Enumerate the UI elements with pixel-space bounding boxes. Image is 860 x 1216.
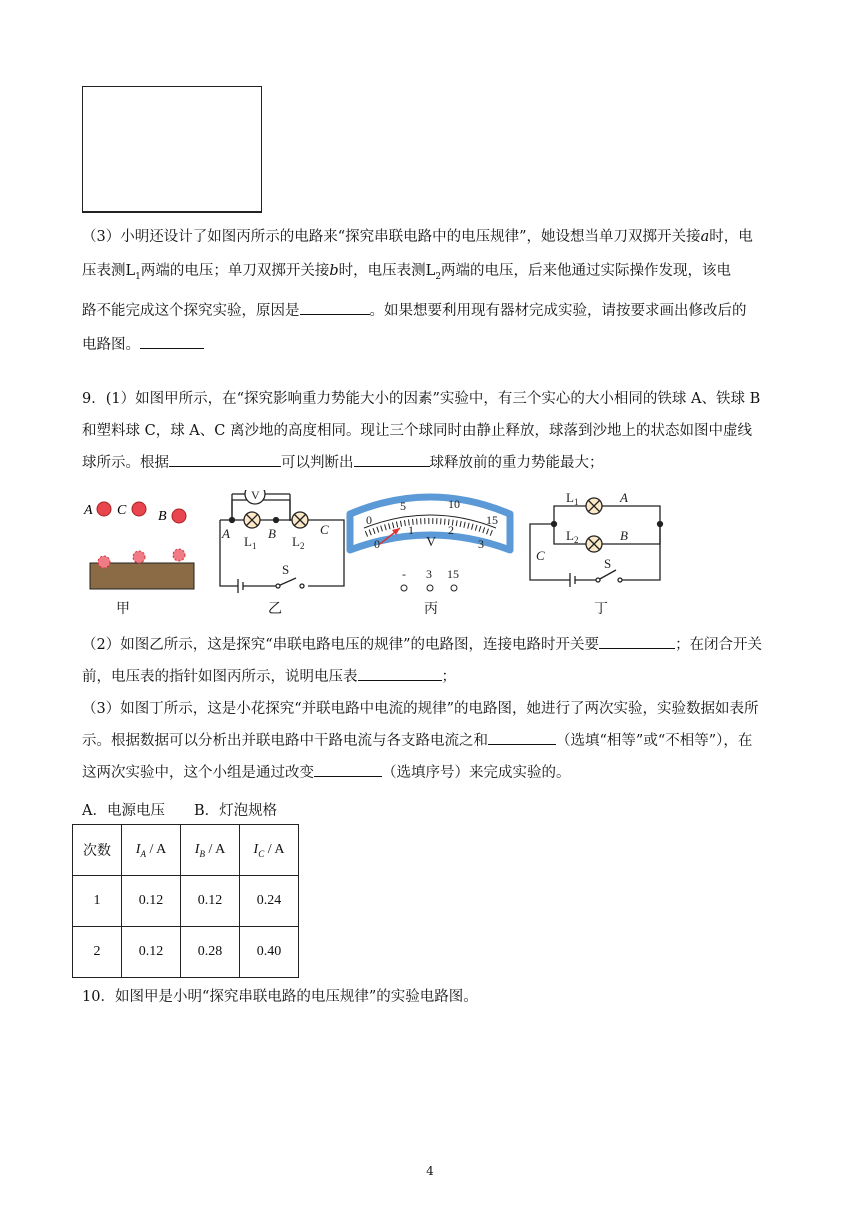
voltmeter-label: V bbox=[251, 490, 260, 502]
switch-contact bbox=[618, 578, 622, 582]
question-9-part-3 bbox=[82, 694, 782, 788]
figure-yi-labels bbox=[221, 490, 329, 577]
lamp-l2-label: L bbox=[566, 528, 574, 543]
data-table bbox=[72, 824, 299, 978]
answer-blank[interactable] bbox=[354, 452, 430, 467]
table-cell: 2 bbox=[73, 927, 122, 978]
text: 球所示。根据 bbox=[82, 455, 169, 471]
q3-line-1 bbox=[82, 222, 782, 252]
switch-blade bbox=[598, 570, 616, 580]
text: 两端的电压；单刀双掷开关接 bbox=[140, 263, 330, 279]
ball-label-a: A bbox=[84, 503, 93, 518]
lamp-l1-sub: 1 bbox=[574, 497, 579, 507]
switch-pivot bbox=[596, 578, 600, 582]
ball-a bbox=[97, 502, 111, 516]
scale-top-5: 5 bbox=[400, 499, 406, 513]
table-header-cell bbox=[73, 825, 122, 876]
voltmeter-wire bbox=[232, 500, 290, 521]
lamp-l1-sub: 1 bbox=[252, 541, 257, 551]
text: a bbox=[700, 229, 710, 245]
answer-blank[interactable] bbox=[358, 666, 442, 681]
node-label-b: B bbox=[268, 526, 276, 541]
text: （选填“相等”或“不相等”），在 bbox=[556, 733, 753, 749]
q3-line-2 bbox=[82, 256, 782, 292]
header-sub: C bbox=[258, 848, 265, 859]
scale-top-15: 15 bbox=[486, 513, 498, 527]
table-row bbox=[73, 876, 299, 927]
text: L bbox=[425, 263, 436, 279]
text: L bbox=[125, 263, 136, 279]
figure-label-jia: 甲 bbox=[116, 601, 130, 617]
table-header-cell bbox=[240, 825, 299, 876]
scale-bottom-1: 1 bbox=[408, 523, 414, 537]
ball-b-dashed bbox=[173, 549, 185, 561]
node-a bbox=[230, 518, 235, 523]
table-cell: 1 bbox=[73, 876, 122, 927]
figure-ding-labels bbox=[536, 490, 628, 571]
text: b bbox=[329, 263, 339, 279]
figure-label-bing: 丙 bbox=[424, 601, 438, 617]
node-label-a: A bbox=[620, 490, 628, 505]
header-symbol: I bbox=[135, 841, 141, 857]
text: 可以判断出 bbox=[281, 455, 354, 471]
table-header-cell bbox=[181, 825, 240, 876]
node-label-c: C bbox=[536, 548, 545, 563]
scale-top-10: 10 bbox=[448, 497, 460, 511]
ball-c-dashed bbox=[133, 551, 145, 563]
header-unit: / A bbox=[204, 841, 226, 857]
question-8-part-3 bbox=[82, 222, 782, 360]
lamp-l1-label: L bbox=[244, 534, 252, 549]
q9-line-1: 9．(1）如图甲所示，在“探究影响重力势能大小的因素”实验中，有三个实心的大小相同的铁球 A、铁球 B bbox=[82, 391, 761, 407]
text: 。如果想要利用现有器材完成实验，请按要求画出修改后的 bbox=[369, 302, 747, 319]
q3-line-3 bbox=[82, 296, 782, 326]
node bbox=[552, 522, 557, 527]
table-cell: 0.24 bbox=[240, 876, 299, 927]
switch-label: S bbox=[282, 562, 290, 577]
header-symbol: I bbox=[253, 841, 259, 857]
q9-3-line-3 bbox=[82, 758, 782, 788]
figure-label-yi: 乙 bbox=[268, 601, 282, 617]
answer-blank[interactable] bbox=[488, 730, 556, 745]
scale-bottom-0: 0 bbox=[374, 537, 380, 551]
header-unit: / A bbox=[145, 841, 167, 857]
figure-label-ding: 丁 bbox=[594, 601, 608, 617]
figure-ding bbox=[530, 498, 663, 587]
answer-blank[interactable] bbox=[300, 300, 370, 315]
q9-3-line-1: （3）如图丁所示，这是小花探究“并联电路中电流的规律”的电路图，她进行了两次实验，实验数据如表所 bbox=[82, 701, 759, 717]
text: ； bbox=[441, 669, 456, 685]
table-cell: 0.12 bbox=[181, 876, 240, 927]
answer-blank[interactable] bbox=[169, 452, 281, 467]
answer-blank[interactable] bbox=[140, 334, 204, 349]
table-row bbox=[73, 927, 299, 978]
ball-b bbox=[172, 509, 186, 523]
text: 球释放前的重力势能最大； bbox=[429, 455, 604, 471]
text: 两端的电压，后来他通过实际操作发现，该电 bbox=[441, 263, 732, 279]
node-b bbox=[274, 518, 279, 523]
ball-label-c: C bbox=[117, 503, 127, 518]
text: （3）小明还设计了如图丙所示的电路来“探究串联电路中的电压规律”，她设想当单刀双掷开关接 bbox=[82, 229, 701, 245]
text: 前，电压表的指针如图丙所示，说明电压表 bbox=[82, 669, 358, 685]
q9-2-line-1 bbox=[82, 630, 782, 660]
scale-top-0: 0 bbox=[366, 513, 372, 527]
lamp-l2-label: L bbox=[292, 534, 300, 549]
terminal-15: 15 bbox=[447, 567, 459, 581]
node-label-a: A bbox=[222, 526, 230, 541]
terminal-minus: - bbox=[402, 567, 406, 581]
switch-blade bbox=[278, 578, 296, 586]
header-text: 次数 bbox=[83, 844, 111, 859]
lamp-l2-sub: 2 bbox=[300, 541, 305, 551]
ball-label-b: B bbox=[158, 509, 167, 524]
text: （2）如图乙所示，这是探究“串联电路电压的规律”的电路图，连接电路时开关要 bbox=[82, 637, 600, 653]
branch-top bbox=[554, 506, 660, 524]
text: 电路图。 bbox=[82, 336, 140, 353]
switch-label: S bbox=[604, 556, 612, 571]
ball-c bbox=[132, 502, 146, 516]
table-header-row bbox=[73, 825, 299, 876]
text: 路不能完成这个探究实验，原因是 bbox=[82, 302, 300, 319]
q9-2-line-2 bbox=[82, 662, 782, 692]
header-unit: / A bbox=[264, 841, 285, 857]
table-cell: 0.40 bbox=[240, 927, 299, 978]
table-header-cell bbox=[122, 825, 181, 876]
switch-pivot bbox=[276, 584, 280, 588]
table-cell: 0.12 bbox=[122, 876, 181, 927]
page-number: 4 bbox=[426, 1164, 434, 1178]
q9-3-line-2 bbox=[82, 726, 782, 756]
q3-line-4 bbox=[82, 330, 782, 360]
question-9-part-2 bbox=[82, 630, 782, 692]
header-sub: A bbox=[140, 848, 146, 859]
node-label-c: C bbox=[320, 522, 329, 537]
text: 时，电 bbox=[709, 229, 753, 245]
node-label-b: B bbox=[620, 528, 628, 543]
text: 时，电压表测 bbox=[338, 263, 426, 279]
terminal-post bbox=[427, 585, 433, 591]
meter-unit: V bbox=[426, 535, 437, 550]
terminal-post bbox=[451, 585, 457, 591]
header-symbol: I bbox=[194, 841, 200, 857]
scale-bottom-2: 2 bbox=[448, 523, 454, 537]
ball-a-dashed bbox=[98, 556, 110, 568]
subscript: 1 bbox=[135, 271, 141, 282]
text: ；在闭合开关 bbox=[675, 637, 763, 653]
lamp-l1-label: L bbox=[566, 490, 574, 505]
scale-bottom-3: 3 bbox=[478, 537, 484, 551]
header-sub: B bbox=[199, 848, 205, 859]
question-9-part-1 bbox=[82, 384, 782, 478]
q9-line-2: 和塑料球 C，球 A、C 离沙地的高度相同。现让三个球同时由静止释放，球落到沙地上的状态如图中虚线 bbox=[82, 423, 752, 439]
subscript: 2 bbox=[435, 271, 442, 282]
table-cell: 0.12 bbox=[122, 927, 181, 978]
table-cell: 0.28 bbox=[181, 927, 240, 978]
answer-blank[interactable] bbox=[599, 634, 675, 649]
node bbox=[658, 522, 663, 527]
choice-options: A．电源电压 B．灯泡规格 bbox=[82, 803, 278, 819]
answer-blank[interactable] bbox=[314, 762, 382, 777]
text: 这两次实验中，这个小组是通过改变 bbox=[82, 765, 314, 781]
blank-drawing-box bbox=[82, 86, 262, 213]
q9-line-3 bbox=[82, 448, 782, 478]
text: 示。根据数据可以分析出并联电路中干路电流与各支路电流之和 bbox=[82, 733, 488, 749]
question-10: 10．如图甲是小明“探究串联电路的电压规律”的实验电路图。 bbox=[82, 989, 478, 1005]
figure-jia bbox=[83, 502, 194, 589]
terminal-post bbox=[401, 585, 407, 591]
text: （选填序号）来完成实验的。 bbox=[382, 765, 571, 781]
lamp-l2-sub: 2 bbox=[574, 535, 579, 545]
figure-yi bbox=[220, 490, 344, 593]
figure-bing bbox=[350, 497, 510, 591]
text: 压表测 bbox=[82, 263, 126, 279]
terminal-3: 3 bbox=[426, 567, 432, 581]
switch-contact bbox=[300, 584, 304, 588]
